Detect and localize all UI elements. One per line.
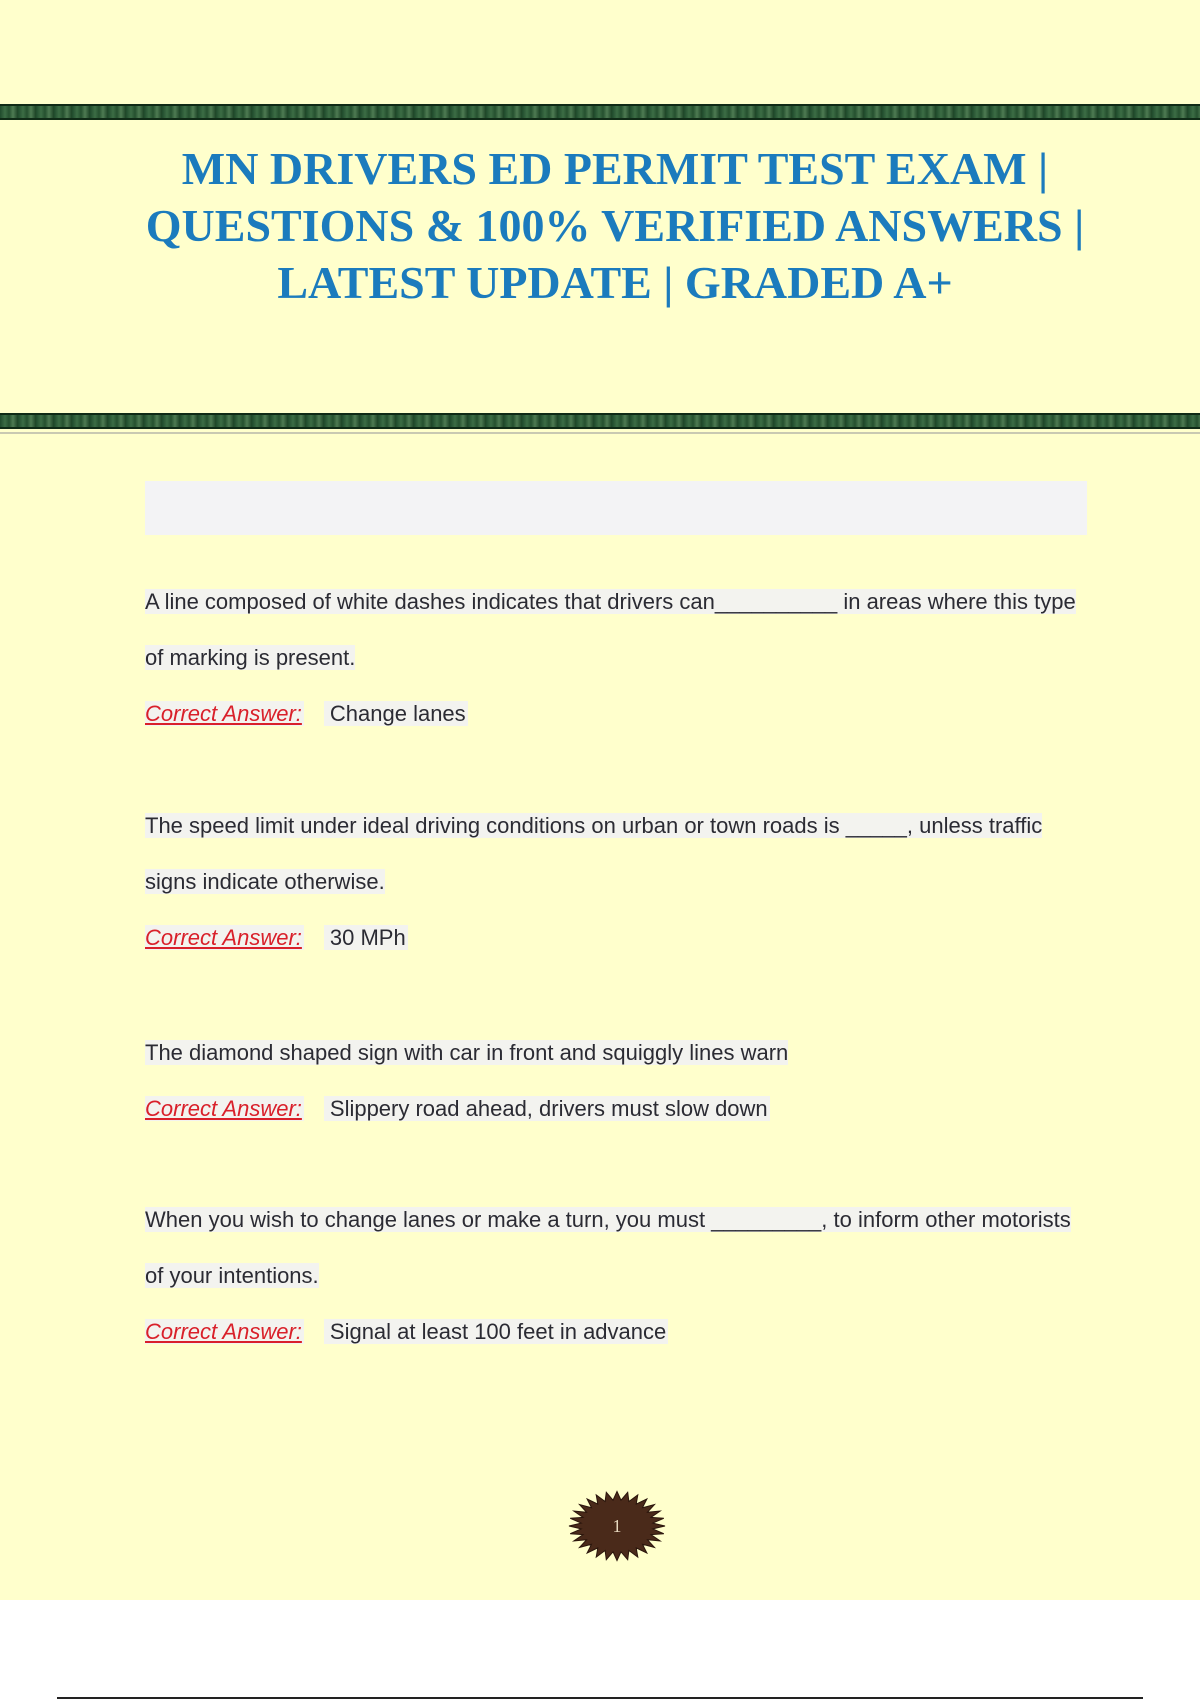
answer-line	[145, 1081, 1085, 1137]
question-text: The diamond shaped sign with car in front and squiggly lines warn	[145, 1040, 789, 1065]
footer-rule	[57, 1697, 1143, 1699]
answer-text: Signal at least 100 feet in advance	[324, 1319, 668, 1344]
question-text: A line composed of white dashes indicates that drivers can__________ in areas where this type of marking is present.	[145, 589, 1076, 670]
answer-text: Slippery road ahead, drivers must slow down	[324, 1096, 770, 1121]
answer-line	[145, 686, 1085, 742]
page-number: 1	[612, 1516, 622, 1536]
answer-text: 30 MPh	[324, 925, 408, 950]
answer-text: Change lanes	[324, 701, 468, 726]
qa-item	[145, 798, 1085, 966]
answer-line	[145, 1304, 1085, 1360]
divider-rule	[0, 432, 1200, 434]
qa-item	[145, 1025, 1085, 1137]
question-text: When you wish to change lanes or make a turn, you must _________, to inform other motorists of your intentions.	[145, 1207, 1071, 1288]
top-decorative-band	[0, 104, 1200, 120]
answer-label: Correct Answer:	[145, 1096, 302, 1121]
blank-header-strip	[145, 481, 1087, 535]
answer-label: Correct Answer:	[145, 925, 302, 950]
bottom-decorative-band	[0, 413, 1200, 429]
starburst-seal-icon	[567, 1490, 667, 1562]
qa-item	[145, 1192, 1085, 1360]
qa-item	[145, 574, 1085, 742]
question-text: The speed limit under ideal driving conditions on urban or town roads is _____, unless traffic signs indicate otherwise.	[145, 813, 1043, 894]
answer-label: Correct Answer:	[145, 1319, 302, 1344]
answer-line	[145, 910, 1085, 966]
answer-label: Correct Answer:	[145, 701, 302, 726]
document-title: MN DRIVERS ED PERMIT TEST EXAM | QUESTIONS & 100% VERIFIED ANSWERS | LATEST UPDATE | GRADED A+	[145, 143, 1085, 308]
